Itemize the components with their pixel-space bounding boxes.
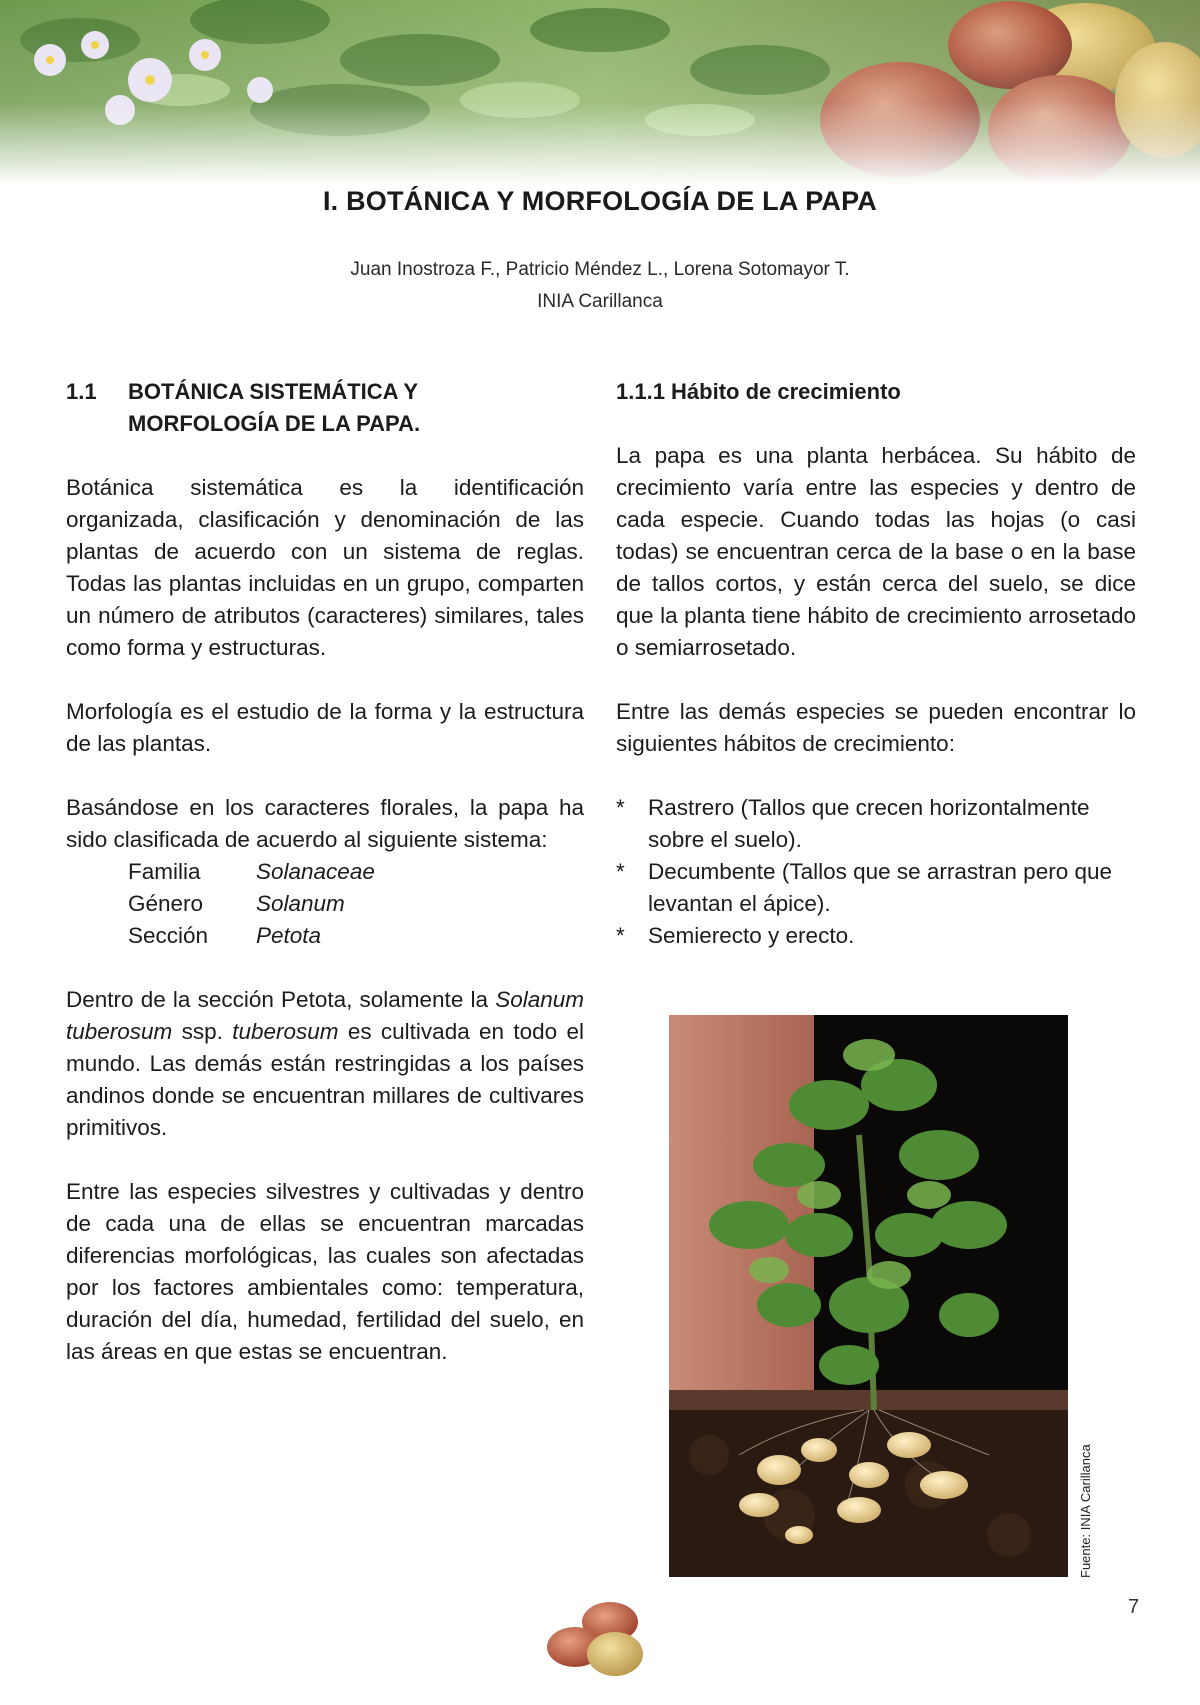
bullet-mark: * (616, 859, 625, 884)
potato-illustration (540, 1592, 660, 1682)
paragraph-morphology: Morfología es el estudio de la forma y la estructura de las plantas. (66, 699, 584, 756)
paragraph-growth-habit: La papa es una planta herbácea. Su hábito de crecimiento varía entre las especies y dentro de cada especie. Cuando todas las hojas (o casi todas) se encuentran cerca de la base o en la base de tallos cortos, y están cerca del suelo, se dice que la planta tiene hábito de crecimiento arrosetado o semiarrosetado. (616, 443, 1136, 660)
header-banner-photo (0, 0, 1200, 185)
photo-credit: Fuente: INIA Carillanca (1078, 1444, 1093, 1578)
taxonomy-value: Solanum (256, 891, 345, 916)
affiliation: INIA Carillanca (537, 291, 663, 312)
taxonomy-value: Petota (256, 923, 322, 948)
taxonomy-row (66, 856, 584, 888)
page-title: I. BOTÁNICA Y MORFOLOGÍA DE LA PAPA (322, 186, 877, 216)
paragraph-classification: Basándose en los caracteres florales, la papa ha sido clasificada de acuerdo al siguiente sistema: (66, 795, 584, 852)
paragraph-morphological-differences: Entre las especies silvestres y cultivadas y dentro de cada una de ellas se encuentran marcadas diferencias morfológicas, las cuales son afectadas por los factores ambientales como: temperatura, duración del día, humedad, fertilidad del suelo, en las áreas en que estas se encuentran. (66, 1179, 584, 1364)
taxonomy-label: Sección (128, 923, 209, 948)
taxonomy-value: Solanaceae (256, 859, 375, 884)
bullet-mark: * (616, 795, 625, 820)
section-number: 1.1 (66, 379, 97, 404)
list-item: * Decumbente (Tallos que se arrastran pero que levantan el ápice). (616, 856, 1136, 920)
section-title-line2: MORFOLOGÍA DE LA PAPA. (128, 411, 421, 436)
subsection-heading-1-1-1: 1.1.1 Hábito de crecimiento (616, 379, 901, 404)
right-column (616, 376, 1136, 952)
section-title (128, 376, 420, 440)
growth-habit-list (616, 792, 1136, 952)
list-item: * Semierecto y erecto. (616, 920, 1136, 952)
paragraph-petota-section: Dentro de la sección Petota, solamente la Solanum tuberosum ssp. tuberosum es cultivada en todo el mundo. Las demás están restringidas a los países andinos donde se encuentran millares de cultivares primitivos. (66, 987, 584, 1140)
page-number: 7 (1128, 1596, 1140, 1618)
paragraph-other-habits: Entre las demás especies se pueden encontrar lo siguientes hábitos de crecimiento: (616, 699, 1136, 756)
bullet-mark: * (616, 923, 625, 948)
taxonomy-row (66, 920, 584, 952)
authors: Juan Inostroza F., Patricio Méndez L., Lorena Sotomayor T. (350, 259, 850, 280)
taxonomy-label: Familia (128, 859, 201, 884)
list-item: * Rastrero (Tallos que crecen horizontalmente sobre el suelo). (616, 792, 1136, 856)
taxonomy-row (66, 888, 584, 920)
section-title-line1: BOTÁNICA SISTEMÁTICA Y (128, 379, 419, 404)
paragraph-systematic-botany: Botánica sistemática es la identificación organizada, clasificación y denominación de las plantas de acuerdo con un sistema de reglas. Todas las plantas incluidas en un grupo, comparten un número de atributos (caracteres) similares, tales como forma y estructuras. (66, 475, 584, 660)
potato-plant-photo (669, 1015, 1068, 1577)
taxonomy-list (66, 856, 584, 952)
taxonomy-label: Género (128, 891, 204, 916)
left-column (66, 376, 584, 1368)
section-heading-1-1 (66, 376, 584, 440)
